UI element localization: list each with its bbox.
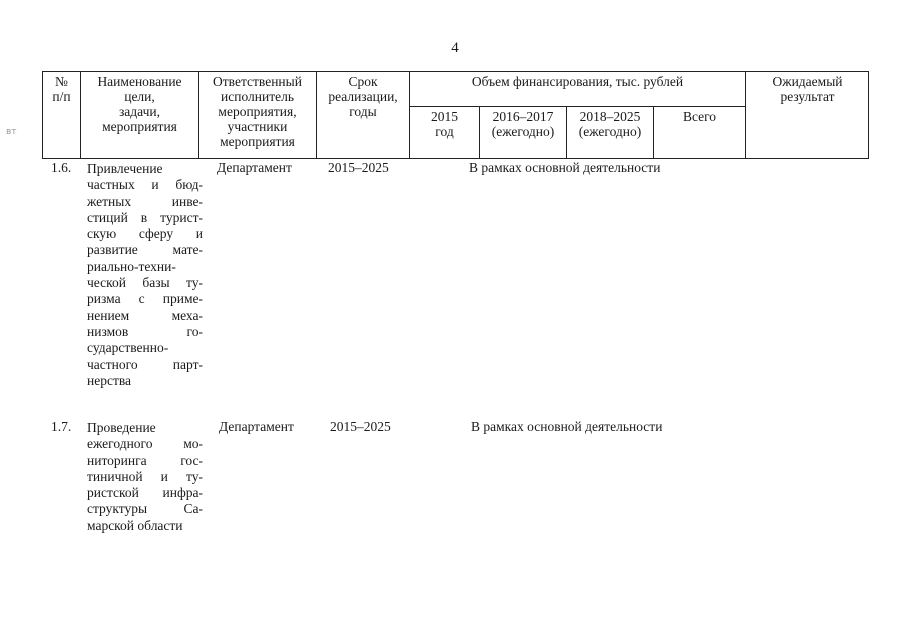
row-number: 1.7. [51,419,72,434]
header-term: Срок реализации, годы [328,74,398,119]
row-name-line: нением меха- [87,307,203,323]
row-name-line: низмов го- [87,323,203,339]
header-executor: Ответственный исполнитель мероприятия, участники мероприятия [213,74,302,149]
row-finance: В рамках основной деятельности [471,419,663,434]
row-name-line: развитие мате- [87,242,203,258]
row-name-line: частного парт- [87,356,203,372]
row-name-line: стиций в турист- [87,209,203,225]
row-name-line: скую сферу и [87,226,203,242]
header-2016-2017: 2016–2017 (ежегодно) [491,109,555,139]
row-number: 1.6. [51,160,72,175]
row-name-line: структуры Са- [87,501,203,517]
row-name [87,161,203,389]
header-result: Ожидаемый результат [772,74,843,104]
row-term: 2015–2025 [330,419,391,434]
row-name-line: Привлечение [87,161,163,176]
row-name-line: риально-техни- [87,258,176,274]
row-name-line: нерства [87,372,132,388]
header-num: № п/п [52,74,71,104]
page-number: 4 [451,40,459,56]
header-2015: 2015 год [431,109,458,139]
row-executor: Департамент [219,419,294,434]
row-name-line: сударственно- [87,340,169,356]
header-name: Наименование цели, задачи, мероприятия [97,74,182,134]
row-name-line: частных и бюд- [87,177,203,193]
header-2018-2025: 2018–2025 (ежегодно) [578,109,642,139]
row-finance: В рамках основной деятельности [469,160,661,175]
row-name-line: тиничной и ту- [87,468,203,484]
row-name-line: марской области [87,517,183,533]
row-name-line: ческой базы ту- [87,275,203,291]
scan-mark: вт [6,127,17,137]
row-name-line: ежегодного мо- [87,436,203,452]
row-executor: Департамент [217,160,292,175]
row-name-line: Проведение [87,420,156,435]
row-name-line: ризма с приме- [87,291,203,307]
row-term: 2015–2025 [328,160,389,175]
header-finance: Объем финансирования, тыс. рублей [471,74,684,89]
row-name-line: ристской инфра- [87,485,203,501]
row-name-line: ниторинга гос- [87,452,203,468]
row-name [87,420,203,534]
header-total: Всего [682,109,717,124]
row-name-line: жетных инве- [87,193,203,209]
